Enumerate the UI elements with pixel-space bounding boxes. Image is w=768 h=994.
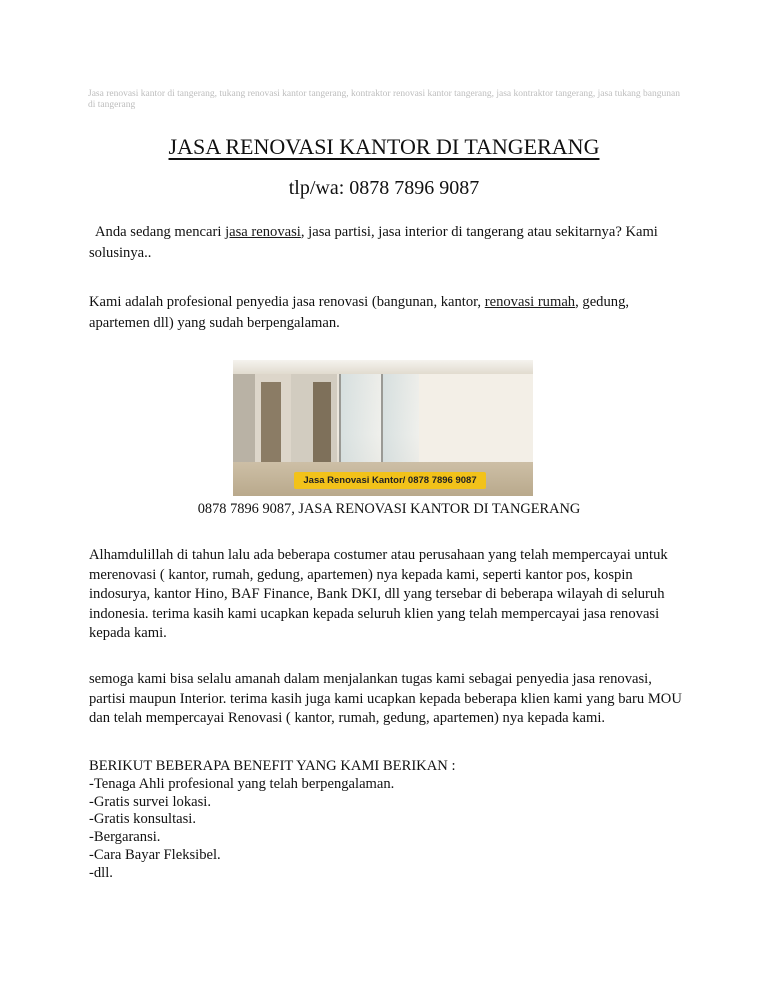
intro-text-after: , jasa partisi, jasa interior di tangerang atau sekitarnya? Kami solusinya..	[89, 224, 658, 261]
profesional-text-before: Kami adalah profesional penyedia jasa renovasi (bangunan, kantor,	[89, 294, 485, 310]
page-title	[0, 134, 768, 160]
benefit-item: -Cara Bayar Fleksibel.	[89, 846, 221, 863]
page-title-text: JASA RENOVASI KANTOR DI TANGERANG	[168, 134, 600, 159]
benefit-item: -dll.	[89, 864, 113, 881]
profesional-paragraph	[89, 292, 687, 334]
header-keywords: Jasa renovasi kantor di tangerang, tukang renovasi kantor tangerang, kontraktor renovasi kantor tangerang, jasa kontraktor tangerang, jasa tukang bangunan di tangerang	[88, 89, 680, 110]
jasa-renovasi-link[interactable]: jasa renovasi	[225, 224, 301, 240]
semoga-paragraph: semoga kami bisa selalu amanah dalam menjalankan tugas kami sebagai penyedia jasa renovasi, partisi maupun Interior. terima kasih juga kami ucapkan kepada beberapa klien kami yang baru MOU dan telah mempercayai Renovasi ( kantor, rumah, gedung, apartemen) nya kepada kami.	[89, 671, 682, 726]
benefits-heading: BERIKUT BEBERAPA BENEFIT YANG KAMI BERIKAN :	[89, 758, 456, 774]
intro-paragraph	[89, 222, 687, 264]
alhamdulillah-paragraph: Alhamdulillah di tahun lalu ada beberapa costumer atau perusahaan yang telah mempercayai untuk merenovasi ( kantor, rumah, gedung, apartemen) nya kepada kami, seperti kantor pos, kospin indosurya, kantor Hino, BAF Finance, Bank DKI, dll yang tersebar di beberapa wilayah di seluruh indonesia. terima kasih kami ucapkan kepada seluruh klien yang telah mempercayai jasa renovasi kepada kami.	[89, 547, 668, 641]
phone-number: tlp/wa: 0878 7896 9087	[288, 177, 480, 199]
photo-door	[261, 382, 281, 462]
benefit-item: -Tenaga Ahli profesional yang telah berpengalaman.	[89, 775, 395, 792]
photo-banner: Jasa Renovasi Kantor/ 0878 7896 9087	[294, 472, 486, 489]
image-caption: 0878 7896 9087, JASA RENOVASI KANTOR DI TANGERANG	[197, 501, 581, 517]
benefit-item: -Gratis survei lokasi.	[89, 793, 211, 810]
benefit-item: -Bergaransi.	[89, 829, 161, 846]
office-partition-photo	[233, 360, 533, 496]
photo-door	[313, 382, 331, 462]
photo-left-wall	[233, 374, 255, 462]
photo-glass-partition	[339, 374, 383, 462]
renovasi-rumah-link[interactable]: renovasi rumah	[484, 294, 576, 310]
photo-ceiling	[233, 360, 533, 374]
intro-text-before: Anda sedang mencari	[95, 224, 226, 240]
benefit-item: -Gratis konsultasi.	[89, 811, 197, 828]
photo-white-wall	[419, 374, 533, 462]
profesional-text-after: , gedung, apartemen dll) yang sudah berpengalaman.	[89, 294, 630, 331]
photo-glass-partition	[381, 374, 421, 462]
benefits-list	[89, 758, 687, 883]
